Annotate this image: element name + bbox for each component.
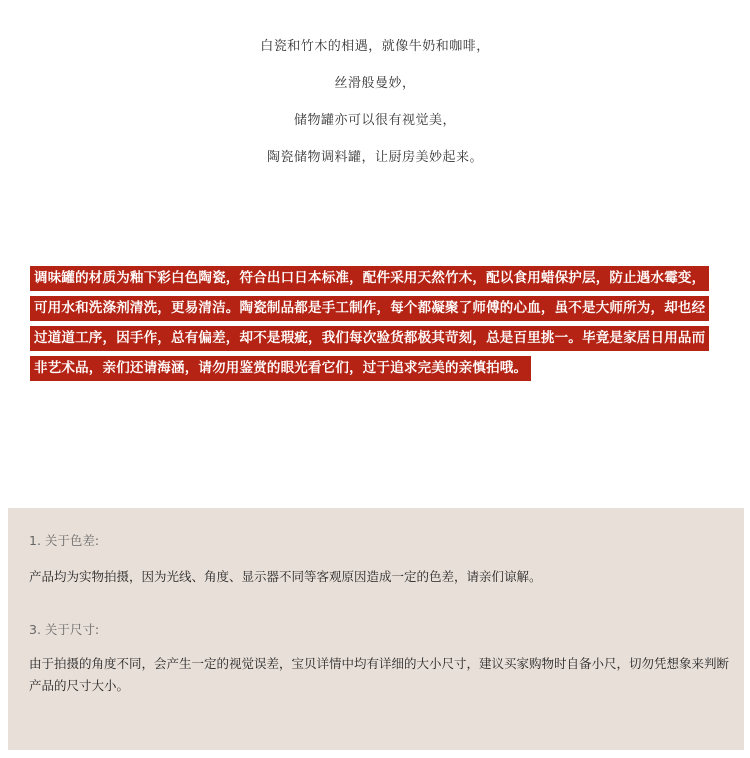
- notes-panel: [8, 508, 744, 750]
- color-note-heading: 1. 关于色差:: [29, 533, 100, 548]
- poem-line-3: 储物罐亦可以很有视觉美，: [293, 113, 456, 128]
- size-note-body: 由于拍摄的角度不同，会产生一定的视觉误差，宝贝详情中均有详细的大小尺寸，建议买家购物时自备小尺，切勿凭想象来判断产品的尺寸大小。: [29, 656, 730, 693]
- notice-line-4: 非艺术品，亲们还请海涵，请勿用鉴赏的眼光看它们，过于追求完美的亲慎拍哦。: [30, 356, 531, 381]
- notice-line-2: 可用水和洗涤剂清洗，更易清洁。陶瓷制品都是手工制作，每个都凝聚了师傅的心血，虽不是大师所为，却也经: [30, 296, 709, 321]
- intro-poem: [0, 38, 750, 186]
- poem-line-4: 陶瓷储物调料罐，让厨房美妙起来。: [266, 150, 483, 165]
- notice-line-3: 过道道工序，因手作，总有偏差，却不是瑕疵，我们每次验货都极其苛刻，总是百里挑一。毕竟是家居日用品而: [30, 326, 709, 351]
- size-note-heading: 3. 关于尺寸:: [29, 622, 100, 637]
- material-notice: [30, 266, 724, 386]
- color-note-body: 产品均为实物拍摄，因为光线、角度、显示器不同等客观原因造成一定的色差，请亲们谅解。: [29, 569, 542, 584]
- poem-line-2: 丝滑般曼妙，: [334, 76, 416, 91]
- notice-line-1: 调味罐的材质为釉下彩白色陶瓷，符合出口日本标准，配件采用天然竹木，配以食用蜡保护层，防止遇水霉变，: [30, 266, 709, 291]
- poem-line-1: 白瓷和竹木的相遇，就像牛奶和咖啡，: [260, 39, 490, 54]
